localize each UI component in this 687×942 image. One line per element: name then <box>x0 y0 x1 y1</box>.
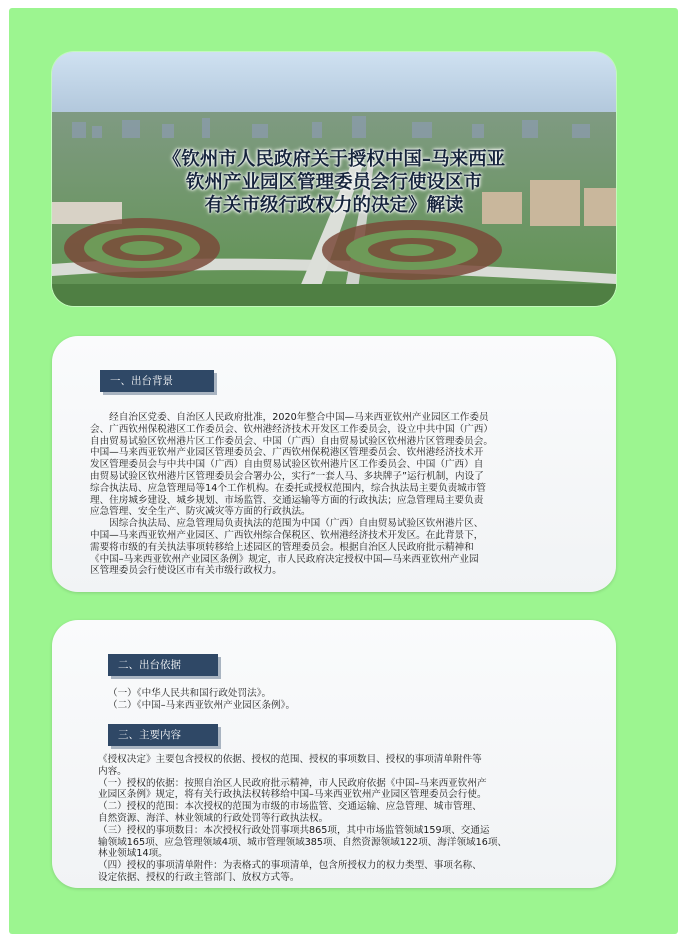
section-body-content <box>98 754 507 884</box>
body-line: 内容。 <box>98 765 127 777</box>
hero-title <box>52 148 616 217</box>
body-line: 区管理委员会行使设区市有关市级行政权力。 <box>90 565 282 577</box>
section-body-background <box>90 412 493 577</box>
body-line: （三）授权的事项数目：本次授权行政处罚事项共865项，其中市场监管领域159项、交通运 <box>98 824 490 836</box>
body-line: （四）授权的事项清单附件：为表格式的事项清单，包含所授权力的权力类型、事项名称、 <box>98 860 482 872</box>
section-heading-content: 三、主要内容 <box>108 724 218 746</box>
body-line: 中国—马来西亚钦州产业园区、广西钦州综合保税区、钦州港经济技术开发区。在此背景下， <box>90 529 484 541</box>
body-line: 自然资源、海洋、林业领域的行政处罚等行政执法权。 <box>98 812 329 824</box>
body-line: （一）《中华人民共和国行政处罚法》。 <box>108 688 272 699</box>
hero-title-line: 有关市级行政权力的决定》解读 <box>204 195 464 216</box>
body-line: 理、住房城乡建设、城乡规划、市场监管、交通运输等方面的行政执法；应急管理局主要负责 <box>90 494 484 506</box>
hero-banner <box>52 52 616 306</box>
body-line: 因综合执法局、应急管理局负责执法的范围为中国（广西）自由贸易试验区钦州港片区、 <box>90 518 484 530</box>
section-heading-background: 一、出台背景 <box>100 370 214 392</box>
body-line: （二）授权的范围：本次授权的范围为市级的市场监管、交通运输、应急管理、城市管理、 <box>98 801 482 813</box>
body-line: 中国—马来西亚钦州产业园区管理委员会、广西钦州保税港区管理委员会、钦州港经济技术开 <box>90 447 484 459</box>
body-line: 业园区条例》规定，将有关行政执法权转移给中国–马来西亚钦州产业园区管理委员会行使。 <box>98 789 487 801</box>
section-body-basis <box>108 688 295 712</box>
body-line: 输领域165项、应急管理领域4项、城市管理领域385项、自然资源领域122项、海洋领域16项、 <box>98 836 508 848</box>
body-line: 应急管理、安全生产、防灾减灾等方面的行政执法。 <box>90 506 311 518</box>
body-line: （二）《中国–马来西亚钦州产业园区条例》。 <box>108 699 296 711</box>
background-card <box>52 336 616 592</box>
body-line: 由贸易试验区钦州港片区管理委员会合署办公，实行“一套人马、多块牌子”运行机制，内设了 <box>90 470 484 482</box>
body-line: 设定依据、授权的行政主管部门、放权方式等。 <box>98 871 300 883</box>
body-line: 《中国–马来西亚钦州产业园区条例》规定，市人民政府决定授权中国—马来西亚钦州产业园 <box>90 553 479 565</box>
body-line: 经自治区党委、自治区人民政府批准，2020年整合中国—马来西亚钦州产业园区工作委员 <box>90 412 489 423</box>
body-line: 需要将市级的有关执法事项转移给上述园区的管理委员会。根据自治区人民政府批示精神和 <box>90 541 474 553</box>
body-line: （一）授权的依据：按照自治区人民政府批示精神，市人民政府依据《中国–马来西亚钦州产 <box>98 777 487 789</box>
body-line: 自由贸易试验区钦州港片区工作委员会、中国（广西）自由贸易试验区钦州港片区管理委员会。 <box>90 435 493 447</box>
basis-content-card <box>52 620 616 888</box>
section-heading-basis: 二、出台依据 <box>108 654 218 676</box>
hero-title-line: 钦州产业园区管理委员会行使设区市 <box>185 172 482 193</box>
body-line: 《授权决定》主要包含授权的依据、授权的范围、授权的事项数目、授权的事项清单附件等 <box>98 754 482 765</box>
body-line: 综合执法局、应急管理局等14个工作机构。在委托或授权范围内，综合执法局主要负责城市管 <box>90 482 486 494</box>
body-line: 林业领域14项。 <box>98 848 168 860</box>
body-line: 发区管理委员会与中共中国（广西）自由贸易试验区钦州港片区工作委员会、中国（广西）自 <box>90 459 484 471</box>
body-line: 会、广西钦州保税港区工作委员会、钦州港经济技术开发区工作委员会，设立中共中国（广西） <box>90 423 493 435</box>
hero-title-line: 《钦州市人民政府关于授权中国–马来西亚 <box>162 149 506 170</box>
